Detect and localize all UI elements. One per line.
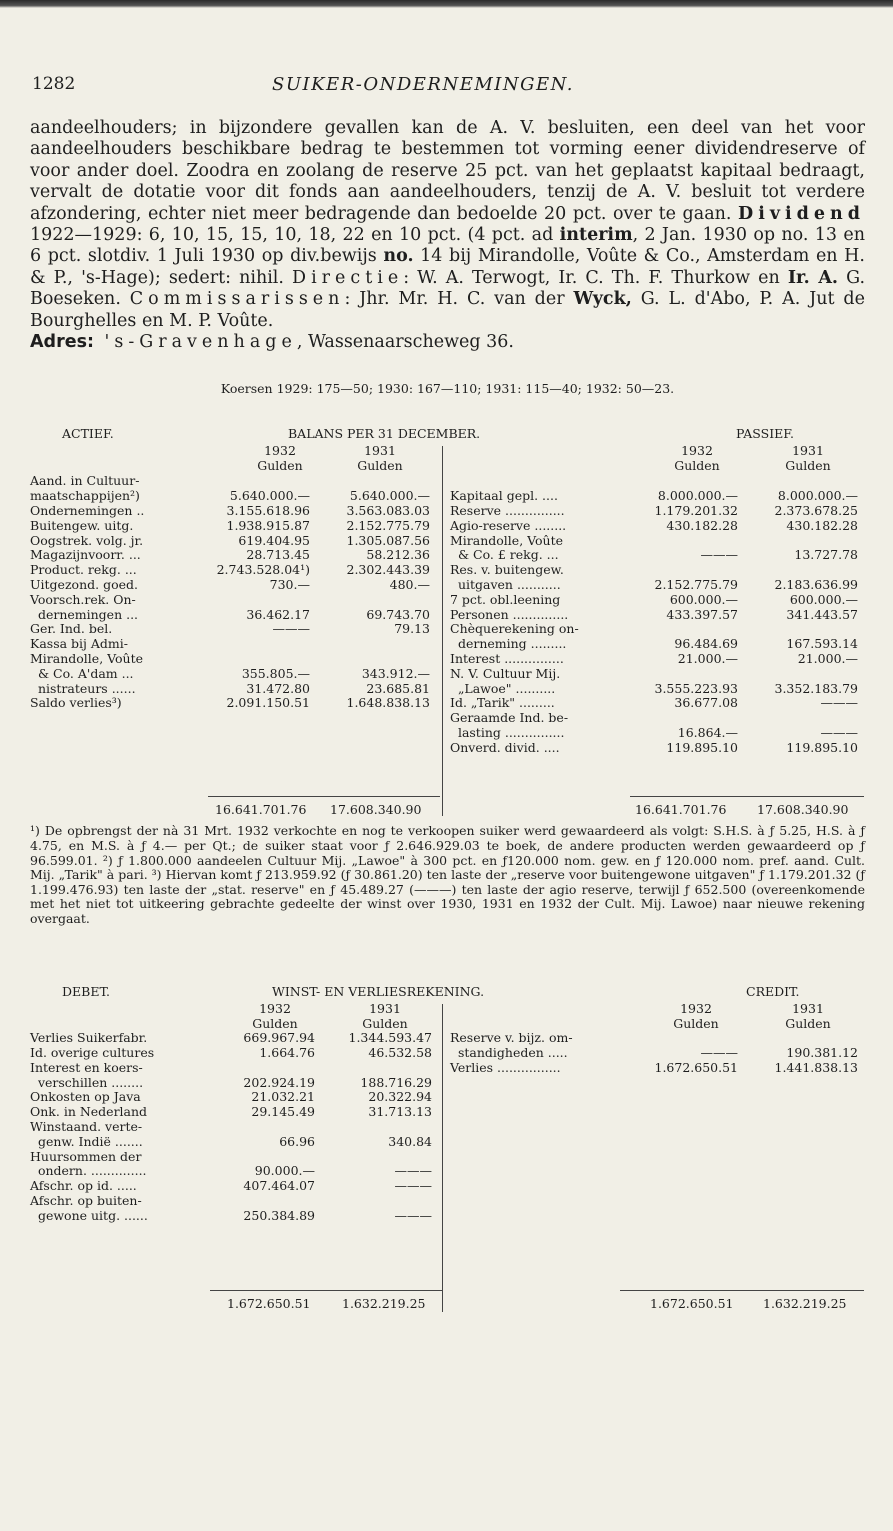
adres-street: , Wassenaarscheweg 36. (296, 332, 514, 353)
no-text: 14 bij Mirandolle, Voûte & Co., Amsterdam en H. & P., 's-Hage); sedert: nihil. (30, 246, 865, 288)
debet-1931-header: 1931 Gulden (362, 1001, 408, 1032)
document-page (30, 60, 865, 1324)
debet-total-1932: 1.672.650.51 (227, 1296, 311, 1312)
address-line (30, 332, 865, 353)
actief-1931-header: 1931 Gulden (357, 443, 403, 474)
passief-1932-values: 8.000.000.— 1.179.201.32 430.182.28 ——— 2.152.775.79 600.000.— 433.397.57 96.484.69 21.000.— 3.555.223.93 36.677.08 16.864.— 119.895.10 (654, 488, 738, 755)
dividend-label: Dividend (738, 203, 865, 224)
balance-divider (442, 446, 443, 816)
footnote-text: ¹) De opbrengst der nà 31 Mrt. 1932 verkochte en nog te verkoopen suiker werd gewaardeerd als volgt: S.H.S. à ƒ 5.25, H.S. à ƒ 4.75, en M.S. à ƒ 4.— per Qt.; de suiker staat voor ƒ 2.646.929.03 te boek, de andere producten werden gewaardeerd op ƒ 96.599.01. ²) ƒ 1.800.000 aandeelen Cultuur Mij. „Lawoe" à 300 pct. en ƒ120.000 nom. gew. en ƒ 120.000 nom. pref. aand. Cult. Mij. „Tarik" à pari. ³) Hiervan komt ƒ 213.959.92 (ƒ 30.861.20) ten laste der „reserve voor buitengewone uitgaven" ƒ 1.179.201.32 (ƒ 1.199.476.93) ten laste der „stat. reserve" en ƒ 45.489.27 (———) ten laste der agio reserve, terwijl ƒ 652.500 (overeenkomende met het niet tot uitkeering gebrachte gedeelte der winst over 1930, 1931 en 1932 der Cult. Mij. Lawoe) naar nieuwe rekening overgaat. (30, 823, 865, 927)
actief-1932-values: 5.640.000.— 3.155.618.96 1.938.915.87 619.404.95 28.713.45 2.743.528.04¹) 730.— 36.462.17 ——— 355.805.— 31.472.80 2.091.150.51 (216, 488, 310, 711)
directie-label: Directie (292, 267, 404, 288)
wyck-word: Wyck, (573, 289, 632, 310)
debet-1932-header: 1932 Gulden (252, 1001, 298, 1032)
balance-title: BALANS PER 31 DECEMBER. (288, 426, 481, 442)
company-description (30, 118, 865, 353)
dividend-text: 1922—1929: 6, 10, 15, 15, 10, 18, 22 en 10 pct. (4 pct. ad (30, 225, 560, 246)
credit-1931-header: 1931 Gulden (785, 1001, 831, 1032)
adres-label: Adres: (30, 332, 94, 353)
no-word: no. (383, 246, 414, 267)
pl-divider (442, 1004, 443, 1312)
interim-word: interim (559, 225, 633, 246)
commissarissen-text: : Jhr. Mr. H. C. van der (344, 289, 574, 310)
passief-1931-header: 1931 Gulden (785, 443, 831, 474)
passief-label: PASSIEF. (736, 426, 794, 442)
passief-total-1932: 16.641.701.76 (635, 802, 727, 818)
passief-1931-values: 8.000.000.— 2.373.678.25 430.182.28 13.727.78 2.183.636.99 600.000.— 341.443.57 167.593.14 21.000.— 3.352.183.79 ——— ——— 119.895.10 (774, 488, 858, 755)
interim-text: , 2 Jan. 1930 op no. 13 en 6 pct. slotdiv. 1 Juli 1930 op div.bewijs (30, 225, 865, 267)
scan-top-edge (0, 0, 893, 8)
commissarissen-label: Commissarissen (129, 289, 345, 310)
intro-text: aandeelhouders; in bijzondere gevallen kan de A. V. besluiten, een deel van het voor aandeelhouders beschikbare bedrag te bestemmen tot vorming eener dividendreserve of voor ander doel. Zoodra en zoolang de reserve 25 pct. van het geplaatst kapitaal bedraagt, vervalt de dotatie voor dit fonds aan aandeelhouders, tenzij de A. V. besluit tot verdere afzondering, echter niet meer bedragende dan bedoelde 20 pct. over te gaan. (30, 118, 865, 224)
debet-total-rule (210, 1290, 442, 1291)
page-header (30, 60, 865, 100)
debet-1931-values: 1.344.593.47 46.532.58 188.716.29 20.322.94 31.713.13 340.84 ——— ——— ——— (348, 1030, 432, 1223)
credit-1932-header: 1932 Gulden (673, 1001, 719, 1032)
actief-label: ACTIEF. (62, 426, 114, 442)
passief-total-1931: 17.608.340.90 (757, 802, 849, 818)
credit-1932-values: ——— 1.672.650.51 (654, 1045, 738, 1075)
intro-paragraph (30, 118, 865, 332)
credit-total-rule (620, 1290, 864, 1291)
wyck-text: G. L. d'Abo, P. A. Jut de Bourghelles en M. P. Voûte. (30, 289, 865, 331)
credit-labels: Reserve v. bijz. om- standigheden ..... Verlies ................ (450, 1030, 573, 1075)
running-title: SUIKER-ONDERNEMINGEN. (272, 74, 574, 95)
actief-total-1931: 17.608.340.90 (330, 802, 422, 818)
credit-total-1931: 1.632.219.25 (763, 1296, 847, 1312)
profit-loss-account (30, 984, 865, 1324)
ir-word: Ir. A. (787, 267, 839, 288)
passief-1932-header: 1932 Gulden (674, 443, 720, 474)
debet-total-1931: 1.632.219.25 (342, 1296, 426, 1312)
share-prices: Koersen 1929: 175—50; 1930: 167—110; 1931: 115—40; 1932: 50—23. (220, 381, 675, 397)
passief-labels: Kapitaal gepl. .... Reserve ............... Agio-reserve ........ Mirandolle, Voûte & Co. £ rekg. ... Res. v. buitengew. uitgaven ........... 7 pct. obl.leening Personen .............. Chèquerekening on- derneming ......... Interest ............... N. V. Cultuur Mij. „Lawoe" .......... Id. „Tarik" ......... Geraamde Ind. be- lasting ............... Onverd. divid. .... (450, 488, 579, 755)
pl-title: WINST- EN VERLIESREKENING. (272, 984, 485, 1000)
actief-labels: Aand. in Cultuur- maatschappijen²) Ondernemingen .. Buitengew. uitg. Oogstrek. volg. jr. Magazijnvoorr. ... Product. rekg. ... Uitgezond. goed. Voorsch.rek. On- dernemingen ... Ger. Ind. bel. Kassa bij Admi- Mirandolle, Voûte & Co. A'dam ... nistrateurs ...... Saldo verlies³) (30, 473, 145, 711)
actief-total-rule (208, 796, 440, 797)
credit-label: CREDIT. (746, 984, 800, 1000)
adres-city: 's-Gravenhage (93, 332, 297, 353)
actief-total-1932: 16.641.701.76 (215, 802, 307, 818)
credit-1931-values: 190.381.12 1.441.838.13 (774, 1045, 858, 1075)
debet-labels: Verlies Suikerfabr. Id. overige cultures Interest en koers- verschillen ........ Onkosten op Java Onk. in Nederland Winstaand. verte- genw. Indië ....... Huursommen der ondern. .............. Afschr. op id. ..... Afschr. op buiten- gewone uitg. ...... (30, 1030, 155, 1223)
debet-label: DEBET. (62, 984, 110, 1000)
ir-text: G. Boeseken. (30, 267, 866, 310)
debet-1932-values: 669.967.94 1.664.76 202.924.19 21.032.21 29.145.49 66.96 90.000.— 407.464.07 250.384.89 (243, 1030, 315, 1223)
balance-footnotes (30, 824, 865, 926)
actief-1932-header: 1932 Gulden (257, 443, 303, 474)
directie-text: : W. A. Terwogt, Ir. C. Th. F. Thurkow en (403, 267, 788, 288)
page-number: 1282 (32, 74, 76, 94)
balance-sheet (30, 426, 865, 927)
credit-total-1932: 1.672.650.51 (650, 1296, 734, 1312)
passief-total-rule (630, 796, 864, 797)
actief-1931-values: 5.640.000.— 3.563.083.03 2.152.775.79 1.305.087.56 58.212.36 2.302.443.39 480.— 69.743.70 79.13 343.912.— 23.685.81 1.648.838.13 (346, 488, 430, 711)
